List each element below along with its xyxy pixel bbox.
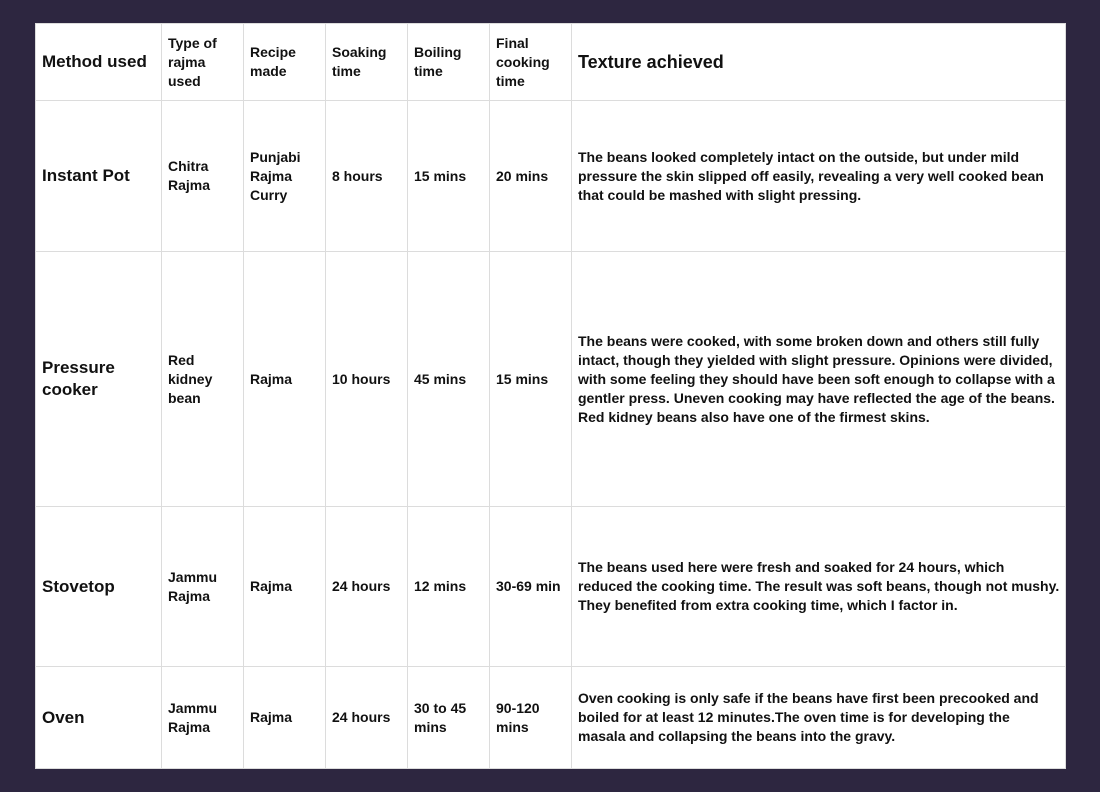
- comparison-table-sheet: [35, 23, 1065, 768]
- cell-boiling-time: 30 to 45 mins: [408, 667, 490, 769]
- header-soaking-time: Soaking time: [326, 24, 408, 101]
- header-texture-achieved: Texture achieved: [572, 24, 1066, 101]
- table-row: [36, 667, 1066, 769]
- cell-rajma-type: Chitra Rajma: [162, 101, 244, 252]
- cell-soaking-time: 24 hours: [326, 507, 408, 667]
- cell-recipe: Rajma: [244, 667, 326, 769]
- cell-soaking-time: 8 hours: [326, 101, 408, 252]
- header-boiling-time: Boiling time: [408, 24, 490, 101]
- cell-final-cooking-time: 20 mins: [490, 101, 572, 252]
- cell-texture: The beans looked completely intact on the outside, but under mild pressure the skin slipped off easily, revealing a very well cooked bean that could be mashed with slight pressing.: [572, 101, 1066, 252]
- table-row: [36, 507, 1066, 667]
- header-final-cooking-time: Final cooking time: [490, 24, 572, 101]
- cell-rajma-type: Jammu Rajma: [162, 667, 244, 769]
- cell-method: Pressure cooker: [36, 252, 162, 507]
- cell-boiling-time: 15 mins: [408, 101, 490, 252]
- cell-rajma-type: Jammu Rajma: [162, 507, 244, 667]
- cell-method: Instant Pot: [36, 101, 162, 252]
- cell-texture: The beans were cooked, with some broken down and others still fully intact, though they yielded with slight pressure. Opinions were divided, with some feeling they should have been soft enough to collapse with a gentler press. Uneven cooking may have reflected the age of the beans. Red kidney beans also have one of the firmest skins.: [572, 252, 1066, 507]
- cell-rajma-type: Red kidney bean: [162, 252, 244, 507]
- cell-method: Oven: [36, 667, 162, 769]
- cell-texture: Oven cooking is only safe if the beans have first been precooked and boiled for at least 12 minutes.The oven time is for developing the masala and collapsing the beans into the gravy.: [572, 667, 1066, 769]
- cell-final-cooking-time: 90-120 mins: [490, 667, 572, 769]
- header-method-used: Method used: [36, 24, 162, 101]
- table-header-row: [36, 24, 1066, 101]
- cell-recipe: Rajma: [244, 252, 326, 507]
- cell-soaking-time: 24 hours: [326, 667, 408, 769]
- header-type-of-rajma: Type of rajma used: [162, 24, 244, 101]
- cell-method: Stovetop: [36, 507, 162, 667]
- rajma-cooking-methods-table: [35, 23, 1066, 769]
- cell-boiling-time: 12 mins: [408, 507, 490, 667]
- cell-texture: The beans used here were fresh and soaked for 24 hours, which reduced the cooking time. The result was soft beans, though not mushy. They benefited from extra cooking time, which I factor in.: [572, 507, 1066, 667]
- cell-recipe: Rajma: [244, 507, 326, 667]
- cell-final-cooking-time: 15 mins: [490, 252, 572, 507]
- table-row: [36, 101, 1066, 252]
- cell-soaking-time: 10 hours: [326, 252, 408, 507]
- cell-recipe: Punjabi Rajma Curry: [244, 101, 326, 252]
- header-recipe-made: Recipe made: [244, 24, 326, 101]
- table-row: [36, 252, 1066, 507]
- cell-boiling-time: 45 mins: [408, 252, 490, 507]
- cell-final-cooking-time: 30-69 min: [490, 507, 572, 667]
